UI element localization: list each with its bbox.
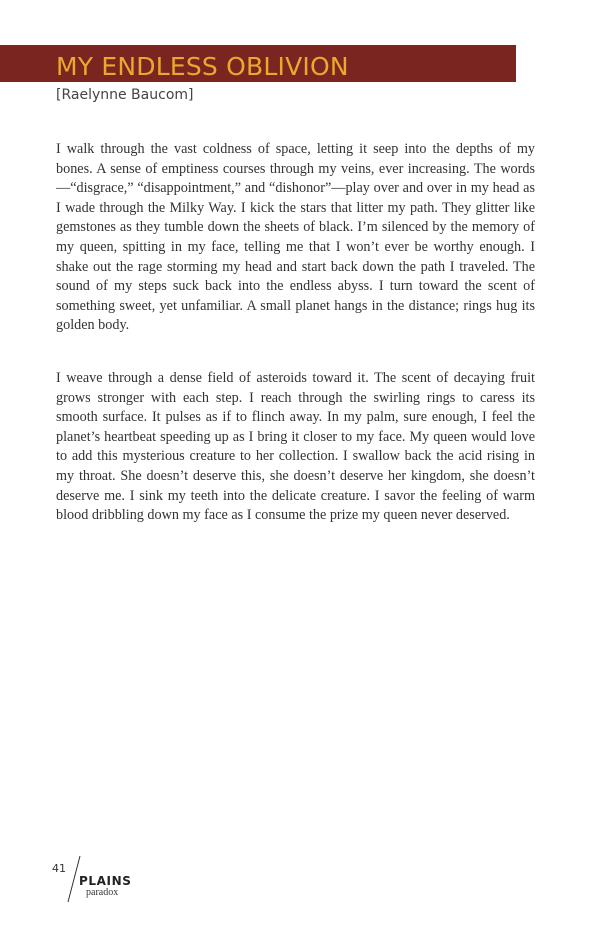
story-body	[56, 140, 535, 559]
author-byline: [Raelynne Baucom]	[56, 87, 194, 103]
magazine-name: PLAINS	[79, 874, 132, 888]
magazine-subtitle: paradox	[86, 887, 119, 898]
story-paragraph-2: I weave through a dense field of asteroids toward it. The scent of decaying fruit grows stronger with each step. I reach through the swirling rings to caress its smooth surface. It pulses as if to flinch away. In my palm, sure enough, I feel the planet’s heartbeat speeding up as I bring it closer to my face. My queen would love to add this mysterious creature to her collection. I swallow back the acid rising in my throat. She doesn’t deserve this, she doesn’t deserve her kingdom, she doesn’t deserve me. I sink my teeth into the delicate creature. I savor the feeling of warm blood dribbling down my face as I consume the prize my queen never deserved.	[56, 369, 535, 524]
story-paragraph-1: I walk through the vast coldness of space, letting it seep into the depths of my bones. A sense of emptiness courses through my veins, ever increasing. The words—“disgrace,” “disappointment,” and “dishonor”—play over and over in my head as I wade through the Milky Way. I kick the stars that litter my path. They glitter like gemstones as they tumble down the sheets of black. I’m silenced by the memory of my queen, spitting in my face, telling me that I won’t ever be worthy enough. I shake out the rage storming my head and start back down the path I traveled. The sound of my steps suck back into the endless abyss. I turn toward the scent of something sweet, yet unfamiliar. A small planet hangs in the distance; rings hug its golden body.	[56, 141, 535, 334]
page-footer	[52, 854, 172, 904]
page-number: 41	[52, 862, 66, 875]
page-title: MY ENDLESS OBLIVION	[56, 52, 349, 81]
